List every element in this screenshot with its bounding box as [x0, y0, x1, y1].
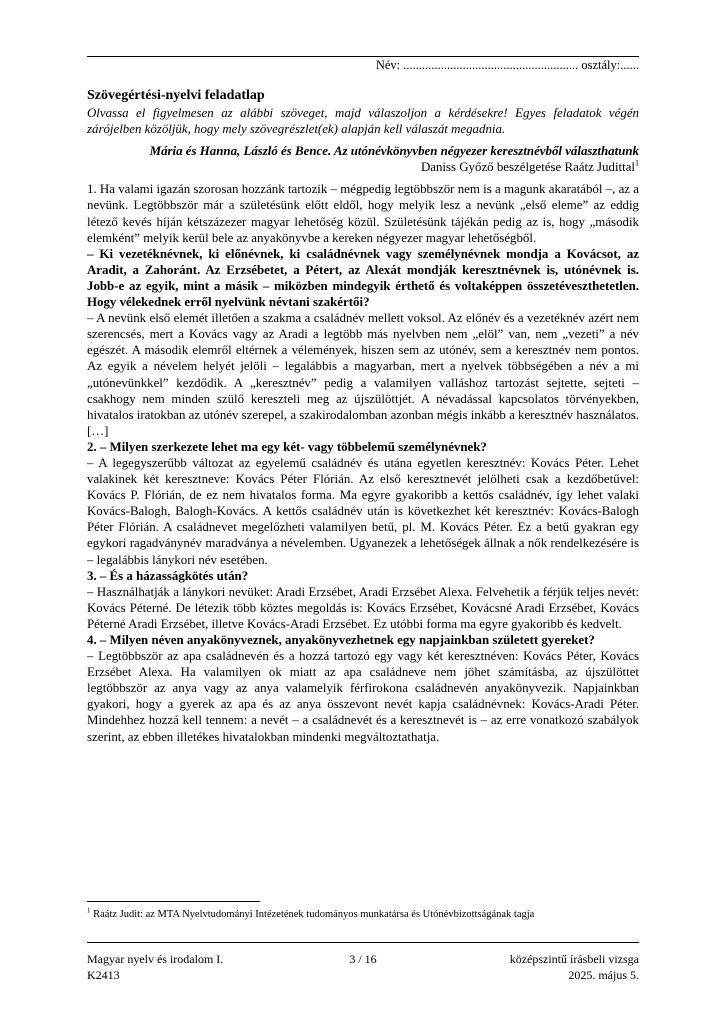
article-title: Mária és Hanna, László és Bence. Az utónévkönyvben négyezer keresztnévből választhatunk: [149, 144, 639, 159]
exam-code: K2413: [87, 968, 120, 982]
footnote: [87, 908, 639, 921]
subject-name: Magyar nyelv és irodalom I.: [87, 952, 224, 966]
byline: [87, 159, 639, 175]
answer-2: – A legegyszerűbb változat az egyelemű családnév és utána egyetlen keresztnév: Kovács Péter. Lehet valakinek két keresztneve: Kovács Péter Flórián. Az első keresztnevét jelölheti csak a kezdőbetűvel: Kovács P. Flórián, de ez nem hivatalos forma. Ma egyre gyakoribb a kettős családnév, így lehet valaki Kovács-Balogh, Balogh-Kovács. A kettős családnév után is következhet két keresztnév: Kovács-Balogh Péter Flórián. A családnevet megelőzheti valamilyen betű, pl. M. Kovács Péter. Ez a betű gyakran egy egykori ragadványnév maradványa a névelemben. Ugyanezek a lehetőségek állnak a nők rendelkezésére is – legalábbis lánykori név esetében.: [87, 455, 639, 567]
document-body: [87, 87, 639, 745]
header-rule: [87, 56, 639, 57]
paragraph-1: 1. Ha valami igazán szorosan hozzánk tartozik – mégpedig legtöbbször nem is a magunk akaratából –, az a nevünk. Legtöbbször már a születésünk előtt eldől, hogy melyik lesz a nevünk „első eleme” az eddig létező kevés híján kétszázezer magyar lehetőség közül. Születésünk tájékán pedig az is, hogy „második elemként” melyik kerül bele az anyakönyvbe a kereken négyezer magyar lehetőségből.: [87, 182, 639, 245]
instructions: Olvassa el figyelmesen az alábbi szöveget, majd válaszoljon a kérdésekre! Egyes feladatok végén zárójelben közöljük, hogy mely szövegrészlet(ek) alapján kell válaszát megadnia.: [87, 106, 639, 137]
footer-right: [510, 951, 639, 983]
name-class-line: Név: ........................................................ osztály:......: [375, 58, 639, 72]
question-2: 2. – Milyen szerkezete lehet ma egy két- vagy többelemű személynévnek?: [87, 439, 487, 454]
question-4: 4. – Milyen néven anyakönyveznek, anyakönyvezhetnek egy napjainkban született gyereket?: [87, 633, 595, 647]
question-1: – Ki vezetéknévnek, ki előnévnek, ki családnévnek vagy személynévnek mondja a Kovácsot, az Aradit, a Zahoránt. Az Erzsébetet, a Pétert, az Alexát mondják keresztnévnek is, utónévnek is. Jobb-e az egyik, mint a másik – miközben mindegyik érthető és voltaképpen összetéveszthetetlen. Hogy vélekednek erről nyelvünk névtani szakértői?: [87, 246, 639, 310]
worksheet-title: Szövegértési-nyelvi feladatlap: [87, 88, 265, 103]
exam-date: 2025. május 5.: [568, 968, 639, 982]
answer-1: – A nevünk első elemét illetően a szakma a családnév mellett voksol. Az előnév és a vezetéknév azért nem szerencsés, mert a Kovács vagy az Aradi a legtöbb más nyelvben nem „elöl” van, nem „vezeti” a név egészét. A második elemről eltérnek a vélemények, hiszen sem az utónév, sem a keresztnév nem pontos. Az egyik a névelem helyét jelöli – legalábbis a magyarban, mert a nyelvek többségében a név a mi „utónevünkkel” kezdődik. A „keresztnév” pedig a valamilyen valláshoz tartozást sejtette, sejteti – csakhogy nem minden szülő kereszteli meg az újszülöttjét. A névadással kapcsolatos törvényekben, hivatalos iratokban az utónév szerepel, a szakirodalomban azonban mégis inkább a keresztnév használatos. […]: [87, 311, 639, 438]
footnote-ref: 1: [635, 158, 639, 168]
byline-text: Daniss Győző beszélgetése Raátz Judittal: [420, 160, 635, 175]
footnote-rule: [87, 901, 260, 902]
footer-rule: [87, 942, 639, 943]
page-number: 3 / 16: [349, 952, 377, 966]
answer-3: – Használhatják a lánykori nevüket: Aradi Erzsébet, Aradi Erzsébet Alexa. Felvehetik a férjük teljes nevét: Kovács Péterné. De létezik több köztes megoldás is: Kovács Erzsébet, Kovácsné Aradi Erzsébet, Kovács Péterné Aradi Erzsébet, illetve Kovács-Aradi Erzsébet. Ez utóbbi forma ma egyre gyakoribb és kedvelt.: [87, 584, 639, 631]
question-3: 3. – És a házasságkötés után?: [87, 568, 249, 583]
exam-level: középszintű írásbeli vizsga: [509, 952, 639, 966]
answer-4: – Legtöbbször az apa családnevén és a hozzá tartozó egy vagy két keresztnéven: Kovács Péter, Kovács Erzsébet Alexa. Ha valamilyen ok miatt az apa családneve nem jöhet számításba, az újszülöttet legtöbbször az anya vagy az anya valamelyik férfirokona családnevén anyakönyvezik. Napjainkban gyakori, hogy a gyerek az apa és az anya összevont nevét kapja családnévnek: Kovács-Aradi Péter. Mindehhez hozzá kell tennem: a nevét – a családnevét és a keresztnevét is – az erre vonatkozó szabályok szerint, az ebben illetékes hivatalokban mindenki megváltoztathatja.: [87, 649, 639, 744]
footnote-text: Raátz Judit: az MTA Nyelvtudományi Intézetének tudományos munkatársa és Utónévbizottságának tagja: [93, 909, 535, 920]
footer-left: [87, 951, 223, 983]
footnote-mark: 1: [87, 906, 91, 915]
